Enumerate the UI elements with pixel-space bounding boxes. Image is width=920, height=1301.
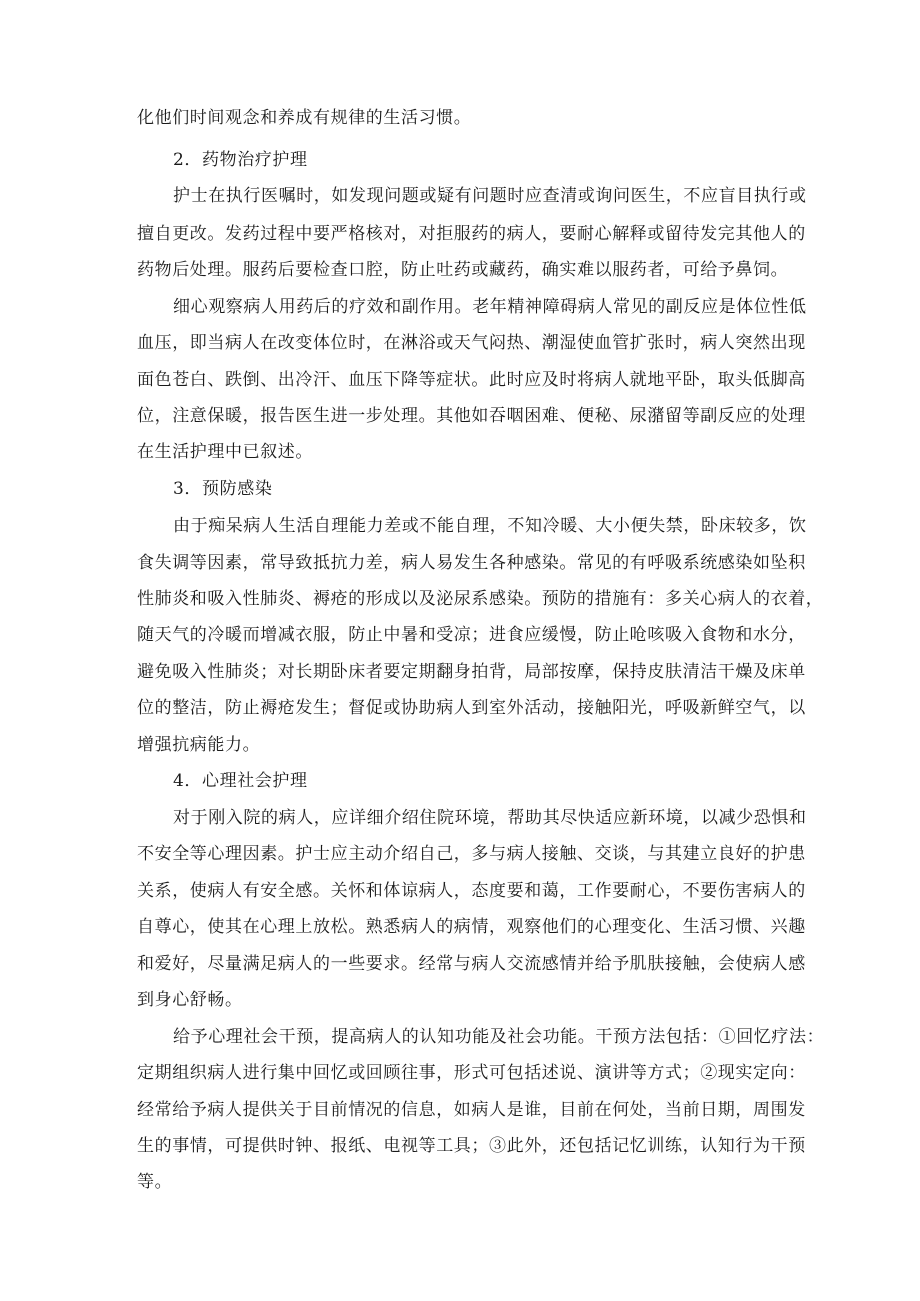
text-line: 细心观察病人用药后的疗效和副作用。老年精神障碍病人常见的副反应是体位性低: [173, 297, 807, 317]
text-line: 增强抗病能力。: [137, 735, 261, 755]
text-line: 性肺炎和吸入性肺炎、褥疮的形成以及泌尿系感染。预防的措施有：多关心病人的衣着，: [137, 589, 824, 609]
text-line: 面色苍白、跌倒、出冷汗、血压下降等症状。此时应及时将病人就地平卧，取头低脚高: [137, 370, 806, 390]
text-line: 药物后处理。服药后要检查口腔，防止吐药或藏药，确实难以服药者，可给予鼻饲。: [137, 260, 789, 280]
text-line: 位，注意保暖，报告医生进一步处理。其他如吞咽困难、便秘、尿潴留等副反应的处理: [137, 406, 806, 426]
text-line: 关系，使病人有安全感。关怀和体谅病人，态度要和蔼，工作要耐心，不要伤害病人的: [137, 881, 806, 901]
text-line: 位的整洁，防止褥疮发生；督促或协助病人到室外活动，接触阳光，呼吸新鲜空气，以: [137, 698, 806, 718]
text-line: 避免吸入性肺炎；对长期卧床者要定期翻身拍背，局部按摩，保持皮肤清洁干燥及床单: [137, 662, 806, 682]
text-line: 等。: [137, 1172, 173, 1192]
text-line: 自尊心，使其在心理上放松。熟悉病人的病情，观察他们的心理变化、生活习惯、兴趣: [137, 917, 806, 937]
section-heading: 4．心理社会护理: [173, 771, 308, 791]
text-line: 给予心理社会干预，提高病人的认知功能及社会功能。干预方法包括：①回忆疗法：: [173, 1027, 825, 1047]
text-line: 生的事情，可提供时钟、报纸、电视等工具；③此外，还包括记忆训练，认知行为干预: [137, 1136, 806, 1156]
text-line: 随天气的冷暖而增减衣服，防止中暑和受凉；进食应缓慢，防止呛咳吸入食物和水分，: [137, 625, 806, 645]
text-line: 对于刚入院的病人，应详细介绍住院环境，帮助其尽快适应新环境，以减少恐惧和: [173, 808, 807, 828]
section-heading: 2．药物治疗护理: [173, 150, 308, 170]
text-line: 化他们时间观念和养成有规律的生活习惯。: [137, 108, 472, 128]
text-line: 到身心舒畅。: [137, 990, 243, 1010]
section-heading: 3．预防感染: [173, 479, 273, 499]
text-line: 血压，即当病人在改变体位时，在淋浴或天气闷热、潮湿使血管扩张时，病人突然出现: [137, 333, 806, 353]
text-line: 不安全等心理因素。护士应主动介绍自己，多与病人接触、交谈，与其建立良好的护患: [137, 844, 806, 864]
text-line: 食失调等因素，常导致抵抗力差，病人易发生各种感染。常见的有呼吸系统感染如坠积: [137, 553, 806, 573]
text-line: 经常给予病人提供关于目前情况的信息，如病人是谁，目前在何处，当前日期，周围发: [137, 1100, 806, 1120]
text-line: 护士在执行医嘱时，如发现问题或疑有问题时应查清或询问医生，不应盲目执行或: [173, 186, 807, 206]
text-line: 和爱好，尽量满足病人的一些要求。经常与病人交流感情并给予肌肤接触，会使病人感: [137, 954, 806, 974]
text-line: 定期组织病人进行集中回忆或回顾往事，形式可包括述说、演讲等方式；②现实定向：: [137, 1063, 806, 1083]
text-line: 在生活护理中已叙述。: [137, 442, 313, 462]
text-line: 由于痴呆病人生活自理能力差或不能自理，不知冷暖、大小便失禁，卧床较多，饮: [173, 516, 807, 536]
text-line: 擅自更改。发药过程中要严格核对，对拒服药的病人，要耐心解释或留待发完其他人的: [137, 224, 806, 244]
